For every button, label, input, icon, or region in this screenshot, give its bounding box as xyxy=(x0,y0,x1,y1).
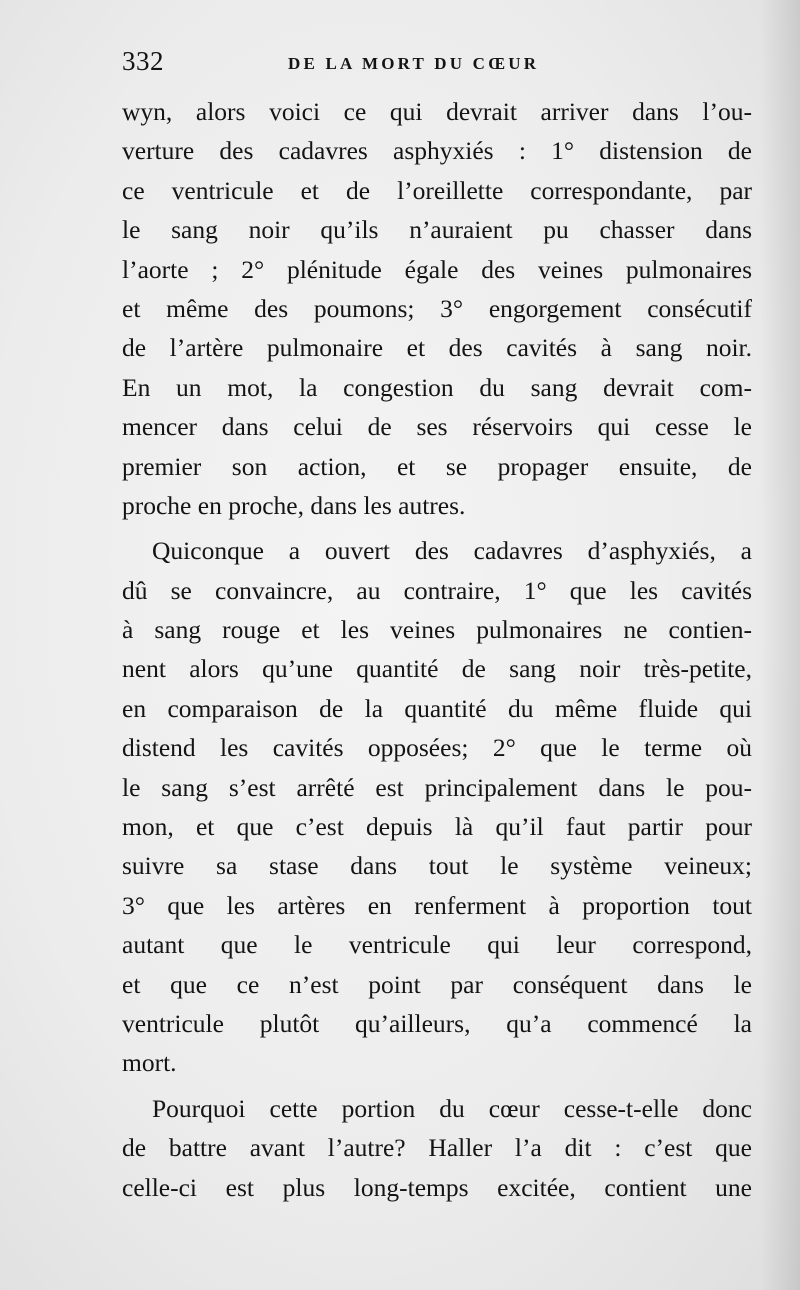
text-line: Pourquoi cette portion du cœur cesse-t-elle donc xyxy=(152,1093,752,1123)
paragraph-2 xyxy=(122,531,752,1082)
text-line: celle-ci est plus long-temps excitée, contient une xyxy=(122,1172,752,1202)
text-line: le sang s’est arrêté est principalement dans le pou- xyxy=(122,772,752,802)
running-head: DE LA MORT DU CŒUR xyxy=(288,54,540,73)
text-line: mort. xyxy=(122,1048,177,1078)
text-line: wyn, alors voici ce qui devrait arriver dans l’ou- xyxy=(122,97,752,126)
text-line: en comparaison de la quantité du même fluide qui xyxy=(122,693,752,723)
text-line: premier son action, et se propager ensuite, de xyxy=(122,451,752,481)
paragraph-1 xyxy=(122,92,752,525)
text-line: mencer dans celui de ses réservoirs qui cesse le xyxy=(122,412,752,442)
text-line: ce ventricule et de l’oreillette correspondante, par xyxy=(122,175,752,205)
text-line: le sang noir qu’ils n’auraient pu chasser dans xyxy=(122,215,752,245)
text-line: mon, et que c’est depuis là qu’il faut partir pour xyxy=(122,812,752,842)
paragraph-3 xyxy=(122,1089,752,1207)
page-edge-shadow xyxy=(760,0,800,1290)
text-line: Quiconque a ouvert des cadavres d’asphyxiés, a xyxy=(152,536,752,566)
text-line: l’aorte ; 2° plénitude égale des veines pulmonaires xyxy=(122,254,752,284)
page-body xyxy=(122,92,752,1207)
page-header xyxy=(122,46,762,80)
text-line: nent alors qu’une quantité de sang noir très-petite, xyxy=(122,654,752,684)
text-line: suivre sa stase dans tout le système veineux; xyxy=(122,851,752,881)
text-line: distend les cavités opposées; 2° que le terme où xyxy=(122,733,752,763)
text-line: et même des poumons; 3° engorgement consécutif xyxy=(122,293,752,323)
text-line: de battre avant l’autre? Haller l’a dit : c’est que xyxy=(122,1133,752,1163)
page-number: 332 xyxy=(122,46,164,76)
text-line: proche en proche, dans les autres. xyxy=(122,490,466,520)
text-line: à sang rouge et les veines pulmonaires ne contien- xyxy=(122,615,752,645)
text-line: autant que le ventricule qui leur correspond, xyxy=(122,930,752,960)
text-line: dû se convaincre, au contraire, 1° que les cavités xyxy=(122,575,752,605)
text-line: verture des cadavres asphyxiés : 1° distension de xyxy=(122,136,752,166)
text-line: et que ce n’est point par conséquent dans le xyxy=(122,969,752,999)
text-line: de l’artère pulmonaire et des cavités à sang noir. xyxy=(122,333,752,363)
text-line: En un mot, la congestion du sang devrait com- xyxy=(122,372,752,402)
text-line: ventricule plutôt qu’ailleurs, qu’a commencé la xyxy=(122,1008,752,1038)
text-line: 3° que les artères en renferment à proportion tout xyxy=(122,890,752,920)
